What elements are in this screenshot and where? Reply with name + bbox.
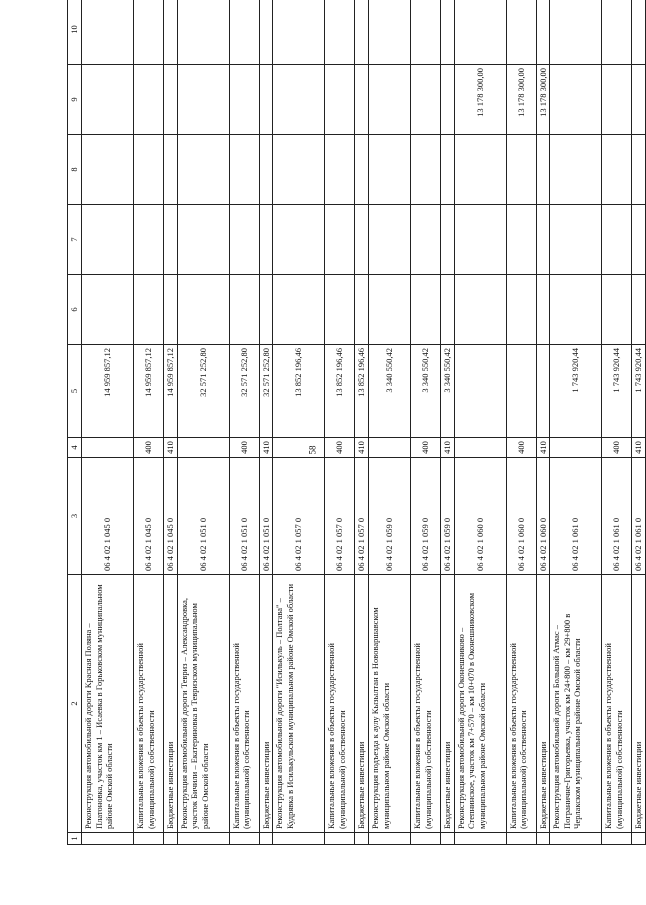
row-col10-cell — [536, 0, 550, 65]
table-row — [536, 0, 550, 845]
row-col9-value — [259, 65, 273, 135]
row-col1-cell — [410, 833, 440, 845]
row-code-cell: 06 4 02 1 051 0 — [259, 458, 273, 575]
row-col10-cell — [506, 0, 536, 65]
col-header-8: 8 — [68, 135, 82, 205]
row-col6-cell — [454, 275, 506, 345]
row-col1-cell — [82, 833, 134, 845]
row-name-cell: Бюджетные инвестиции — [355, 575, 369, 833]
row-name-cell: Капитальные вложения в объекты государственной (муниципальной) собственности — [325, 575, 355, 833]
row-code-cell: 06 4 02 1 057 0 — [273, 458, 325, 575]
row-col8-cell — [506, 135, 536, 205]
row-code-cell: 06 4 02 1 060 0 — [506, 458, 536, 575]
table-row — [602, 0, 632, 845]
row-col1-cell — [273, 833, 325, 845]
row-col5-value: 1 743 920,44 — [550, 345, 602, 438]
row-col1-cell — [602, 833, 632, 845]
row-col1-cell — [355, 833, 369, 845]
row-name-cell: Реконструкция автомобильной дороги "Исилькуль – Полтава" – Кудрявка в Исилькульском муниципальном районе Омской области — [273, 575, 325, 833]
row-col9-value — [134, 65, 164, 135]
row-col10-cell — [82, 0, 134, 65]
budget-table — [67, 0, 646, 845]
table-row — [410, 0, 440, 845]
row-col10-cell — [259, 0, 273, 65]
row-col9-value — [325, 65, 355, 135]
row-col9-value — [355, 65, 369, 135]
row-name-cell: Бюджетные инвестиции — [164, 575, 178, 833]
row-col5-value: 13 852 196,46 — [355, 345, 369, 438]
row-code-cell: 06 4 02 1 057 0 — [355, 458, 369, 575]
row-kvr-cell: 400 — [602, 438, 632, 458]
row-name-cell: Бюджетные инвестиции — [440, 575, 454, 833]
row-kvr-cell: 410 — [355, 438, 369, 458]
row-name-cell: Бюджетные инвестиции — [259, 575, 273, 833]
row-kvr-cell — [82, 438, 134, 458]
row-col9-value — [164, 65, 178, 135]
row-kvr-cell — [368, 438, 410, 458]
row-name-cell: Капитальные вложения в объекты государственной (муниципальной) собственности — [410, 575, 440, 833]
row-col5-value: 14 959 857,12 — [82, 345, 134, 438]
row-code-cell: 06 4 02 1 061 0 — [632, 458, 646, 575]
rotated-table-container — [67, 25, 644, 845]
row-kvr-cell: 400 — [325, 438, 355, 458]
row-col1-cell — [177, 833, 229, 845]
row-col9-value — [229, 65, 259, 135]
table-row — [550, 0, 602, 845]
row-name-cell: Капитальные вложения в объекты государственной (муниципальной) собственности — [602, 575, 632, 833]
row-col5-value: 13 852 196,46 — [273, 345, 325, 438]
row-col7-cell — [325, 205, 355, 275]
row-col7-cell — [506, 205, 536, 275]
row-col5-value — [454, 345, 506, 438]
col-header-10: 10 — [68, 0, 82, 65]
row-col10-cell — [177, 0, 229, 65]
row-col9-value — [632, 65, 646, 135]
row-col7-cell — [368, 205, 410, 275]
row-col10-cell — [368, 0, 410, 65]
row-col6-cell — [506, 275, 536, 345]
row-kvr-cell: 400 — [134, 438, 164, 458]
row-col6-cell — [410, 275, 440, 345]
row-col7-cell — [602, 205, 632, 275]
row-name-cell: Реконструкция автомобильной дороги Большой Атмас – Пограничне-Григорьевка, участок км 24+800 – км 29+800 в Черлакском муниципальном районе Омской области — [550, 575, 602, 833]
row-col6-cell — [259, 275, 273, 345]
row-col1-cell — [325, 833, 355, 845]
row-code-cell: 06 4 02 1 057 0 — [325, 458, 355, 575]
row-col7-cell — [273, 205, 325, 275]
row-col8-cell — [259, 135, 273, 205]
row-col7-cell — [82, 205, 134, 275]
row-kvr-cell — [454, 438, 506, 458]
row-code-cell: 06 4 02 1 060 0 — [454, 458, 506, 575]
row-col1-cell — [368, 833, 410, 845]
row-col9-value: 13 178 300,00 — [536, 65, 550, 135]
row-col1-cell — [440, 833, 454, 845]
table-row — [368, 0, 410, 845]
row-col9-value — [177, 65, 229, 135]
row-col10-cell — [632, 0, 646, 65]
row-col8-cell — [164, 135, 178, 205]
row-name-cell: Реконструкция автомобильной дороги Тевриз – Александровка, участок Бичили – Екатериновка в Тевризском муниципальном районе Омской области — [177, 575, 229, 833]
table-row — [82, 0, 134, 845]
row-col8-cell — [355, 135, 369, 205]
row-col5-value: 13 852 196,46 — [325, 345, 355, 438]
row-code-cell: 06 4 02 1 051 0 — [177, 458, 229, 575]
table-row — [506, 0, 536, 845]
row-col9-value — [550, 65, 602, 135]
row-col7-cell — [164, 205, 178, 275]
row-kvr-cell: 410 — [440, 438, 454, 458]
row-col8-cell — [177, 135, 229, 205]
row-kvr-cell — [273, 438, 325, 458]
row-col5-value: 14 959 857,12 — [164, 345, 178, 438]
row-col8-cell — [134, 135, 164, 205]
row-code-cell: 06 4 02 1 051 0 — [229, 458, 259, 575]
row-name-cell: Бюджетные инвестиции — [632, 575, 646, 833]
row-col7-cell — [410, 205, 440, 275]
row-col6-cell — [229, 275, 259, 345]
row-name-cell: Реконструкция подъезда к аулу Кызылтан в Нововаршавском муниципальном районе Омской области — [368, 575, 410, 833]
row-code-cell: 06 4 02 1 045 0 — [134, 458, 164, 575]
row-col7-cell — [454, 205, 506, 275]
row-code-cell: 06 4 02 1 045 0 — [164, 458, 178, 575]
row-code-cell: 06 4 02 1 059 0 — [368, 458, 410, 575]
table-row — [454, 0, 506, 845]
row-col5-value — [506, 345, 536, 438]
row-code-cell: 06 4 02 1 060 0 — [536, 458, 550, 575]
row-col9-value — [440, 65, 454, 135]
row-col7-cell — [550, 205, 602, 275]
table-row — [134, 0, 164, 845]
row-col6-cell — [177, 275, 229, 345]
row-col9-value — [273, 65, 325, 135]
row-col5-value: 3 340 550,42 — [368, 345, 410, 438]
table-row — [229, 0, 259, 845]
row-col7-cell — [134, 205, 164, 275]
row-col10-cell — [410, 0, 440, 65]
row-name-cell: Реконструкция автомобильной дороги Красная Поляна – Платоновка, участок км 1 – Исаевка в Горьковском муниципальном районе Омской области — [82, 575, 134, 833]
row-col6-cell — [440, 275, 454, 345]
row-col10-cell — [229, 0, 259, 65]
row-col5-value — [536, 345, 550, 438]
row-col9-value — [602, 65, 632, 135]
row-col8-cell — [229, 135, 259, 205]
row-col8-cell — [273, 135, 325, 205]
row-col10-cell — [454, 0, 506, 65]
row-kvr-cell — [177, 438, 229, 458]
row-col6-cell — [164, 275, 178, 345]
table-row — [259, 0, 273, 845]
row-col1-cell — [259, 833, 273, 845]
row-code-cell: 06 4 02 1 045 0 — [82, 458, 134, 575]
row-col10-cell — [355, 0, 369, 65]
row-col10-cell — [440, 0, 454, 65]
row-col5-value: 1 743 920,44 — [632, 345, 646, 438]
row-col1-cell — [550, 833, 602, 845]
table-row — [177, 0, 229, 845]
row-kvr-cell: 410 — [259, 438, 273, 458]
row-code-cell: 06 4 02 1 059 0 — [410, 458, 440, 575]
row-col10-cell — [602, 0, 632, 65]
row-col8-cell — [454, 135, 506, 205]
row-col8-cell — [368, 135, 410, 205]
row-col5-value: 3 340 550,42 — [410, 345, 440, 438]
row-col6-cell — [355, 275, 369, 345]
row-code-cell: 06 4 02 1 061 0 — [602, 458, 632, 575]
header-row — [68, 0, 82, 845]
row-col6-cell — [82, 275, 134, 345]
row-col6-cell — [273, 275, 325, 345]
col-header-4: 4 — [68, 438, 82, 458]
row-col6-cell — [602, 275, 632, 345]
row-col7-cell — [259, 205, 273, 275]
row-col10-cell — [164, 0, 178, 65]
row-col7-cell — [177, 205, 229, 275]
row-code-cell: 06 4 02 1 059 0 — [440, 458, 454, 575]
table-body — [82, 0, 646, 845]
table-row — [632, 0, 646, 845]
row-col5-value: 32 571 252,80 — [177, 345, 229, 438]
row-col9-value — [410, 65, 440, 135]
row-col8-cell — [410, 135, 440, 205]
row-kvr-cell: 410 — [632, 438, 646, 458]
row-col9-value: 13 178 300,00 — [454, 65, 506, 135]
row-col6-cell — [325, 275, 355, 345]
row-col9-value — [368, 65, 410, 135]
row-col6-cell — [368, 275, 410, 345]
row-kvr-cell: 400 — [410, 438, 440, 458]
col-header-6: 6 — [68, 275, 82, 345]
row-kvr-cell: 400 — [229, 438, 259, 458]
row-kvr-cell — [550, 438, 602, 458]
row-col1-cell — [134, 833, 164, 845]
table-row — [325, 0, 355, 845]
row-col8-cell — [536, 135, 550, 205]
row-name-cell: Реконструкция автомобильной дороги Оконешниково – Степнинское, участок км 7+570 – км 10+070 в Оконешниковском муниципальном районе Омской области — [454, 575, 506, 833]
row-col1-cell — [632, 833, 646, 845]
row-name-cell: Капитальные вложения в объекты государственной (муниципальной) собственности — [506, 575, 536, 833]
col-header-5: 5 — [68, 345, 82, 438]
row-col7-cell — [355, 205, 369, 275]
row-name-cell: Бюджетные инвестиции — [536, 575, 550, 833]
row-name-cell: Капитальные вложения в объекты государственной (муниципальной) собственности — [229, 575, 259, 833]
row-col7-cell — [440, 205, 454, 275]
row-col8-cell — [440, 135, 454, 205]
row-col10-cell — [325, 0, 355, 65]
row-kvr-cell: 400 — [506, 438, 536, 458]
row-col7-cell — [229, 205, 259, 275]
row-col10-cell — [273, 0, 325, 65]
table-row — [273, 0, 325, 845]
row-col6-cell — [536, 275, 550, 345]
row-col5-value: 14 959 857,12 — [134, 345, 164, 438]
row-col6-cell — [134, 275, 164, 345]
page-number: 58 — [307, 445, 318, 455]
col-header-1: 1 — [68, 833, 82, 845]
col-header-2: 2 — [68, 575, 82, 833]
row-col5-value: 32 571 252,80 — [229, 345, 259, 438]
row-col10-cell — [134, 0, 164, 65]
row-col8-cell — [82, 135, 134, 205]
row-code-cell: 06 4 02 1 061 0 — [550, 458, 602, 575]
row-col8-cell — [632, 135, 646, 205]
row-col5-value: 1 743 920,44 — [602, 345, 632, 438]
row-col9-value — [82, 65, 134, 135]
row-col8-cell — [550, 135, 602, 205]
row-col9-value: 13 178 300,00 — [506, 65, 536, 135]
row-col7-cell — [632, 205, 646, 275]
row-col1-cell — [229, 833, 259, 845]
row-kvr-cell: 410 — [536, 438, 550, 458]
col-header-7: 7 — [68, 205, 82, 275]
row-col1-cell — [454, 833, 506, 845]
row-col8-cell — [325, 135, 355, 205]
row-col10-cell — [550, 0, 602, 65]
row-col5-value: 3 340 550,42 — [440, 345, 454, 438]
col-header-9: 9 — [68, 65, 82, 135]
row-col1-cell — [506, 833, 536, 845]
table-row — [440, 0, 454, 845]
col-header-3: 3 — [68, 458, 82, 575]
row-col6-cell — [550, 275, 602, 345]
row-col1-cell — [536, 833, 550, 845]
row-name-cell: Капитальные вложения в объекты государственной (муниципальной) собственности — [134, 575, 164, 833]
row-col6-cell — [632, 275, 646, 345]
table-row — [164, 0, 178, 845]
row-col7-cell — [536, 205, 550, 275]
row-col5-value: 32 571 252,80 — [259, 345, 273, 438]
row-col1-cell — [164, 833, 178, 845]
row-kvr-cell: 410 — [164, 438, 178, 458]
row-col8-cell — [602, 135, 632, 205]
table-row — [355, 0, 369, 845]
